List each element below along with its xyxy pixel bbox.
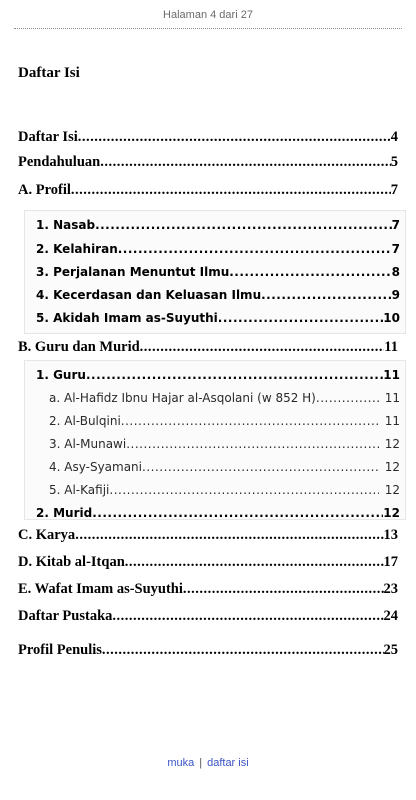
- toc-entry-page: 12: [384, 460, 400, 474]
- toc-entry[interactable]: [36, 242, 400, 256]
- toc-entry-label: 2. Murid: [36, 506, 93, 520]
- toc-leader-dots: [112, 608, 383, 625]
- toc-leader-dots: [75, 527, 383, 544]
- document-title: Daftar Isi: [18, 65, 80, 81]
- toc-leader-dots: [316, 391, 379, 405]
- footer-separator: |: [199, 757, 203, 769]
- toc-entry-page: 7: [390, 182, 398, 198]
- toc-entry[interactable]: [49, 483, 400, 497]
- toc-entry-page: 11: [384, 414, 400, 428]
- toc-leader-dots: [100, 154, 391, 171]
- toc-entry-page: 4: [390, 129, 398, 145]
- toc-leader-dots: [261, 288, 392, 302]
- toc-leader-dots: [140, 339, 385, 356]
- toc-entry-label: Daftar Pustaka: [18, 608, 113, 624]
- toc-entry-page: 9: [391, 288, 400, 302]
- toc-entry[interactable]: [36, 288, 400, 302]
- toc-entry[interactable]: [18, 642, 398, 659]
- toc-entry[interactable]: [36, 368, 400, 382]
- toc-entry-page: 7: [391, 218, 400, 232]
- toc-entry-label: E. Wafat Imam as-Suyuthi: [18, 581, 183, 597]
- toc-leader-dots: [125, 554, 384, 571]
- toc-entry-page: 7: [391, 242, 400, 256]
- toc-entry[interactable]: [49, 391, 400, 405]
- toc-entry-label: B. Guru dan Murid: [18, 339, 140, 355]
- toc-entry[interactable]: [18, 608, 398, 625]
- toc-leader-dots: [229, 265, 391, 279]
- toc-entry-label: 2. Kelahiran: [36, 242, 118, 256]
- toc-entry-label: 4. Asy-Syamani: [49, 460, 142, 474]
- toc-entry-label: Pendahuluan: [18, 154, 101, 170]
- toc-entry-label: A. Profil: [18, 182, 71, 198]
- toc-entry-label: Daftar Isi: [18, 129, 78, 145]
- toc-leader-dots: [126, 437, 379, 451]
- toc-entry[interactable]: [18, 339, 398, 356]
- toc-entry-page: 8: [391, 265, 400, 279]
- toc-leader-dots: [78, 129, 391, 146]
- header-divider: [14, 28, 402, 29]
- toc-entry[interactable]: [18, 554, 398, 571]
- toc-entry[interactable]: [18, 154, 398, 171]
- toc-entry-label: 4. Kecerdasan dan Keluasan Ilmu: [36, 288, 262, 302]
- toc-leader-dots: [142, 460, 379, 474]
- toc-leader-dots: [102, 642, 384, 659]
- toc-entry-page: 17: [383, 554, 398, 570]
- toc-entry[interactable]: [36, 265, 400, 279]
- toc-entry-label: Profil Penulis: [18, 642, 102, 658]
- toc-entry-label: 1. Nasab: [36, 218, 96, 232]
- toc-entry-page: 11: [384, 391, 400, 405]
- toc-leader-dots: [218, 311, 384, 325]
- toc-entry-page: 11: [383, 368, 400, 382]
- toc-leader-dots: [71, 182, 391, 199]
- toc-entry-label: D. Kitab al-Itqan: [18, 554, 125, 570]
- toc-leader-dots: [118, 242, 392, 256]
- toc-entry-label: 1. Guru: [36, 368, 86, 382]
- toc-leader-dots: [86, 368, 383, 382]
- toc-entry[interactable]: [18, 581, 398, 598]
- toc-entry-page: 13: [383, 527, 398, 543]
- footer-nav: [0, 757, 416, 769]
- toc-entry[interactable]: [49, 437, 400, 451]
- toc-entry-page: 24: [383, 608, 398, 624]
- toc-leader-dots: [92, 506, 383, 520]
- toc-entry-label: 3. Perjalanan Menuntut Ilmu: [36, 265, 230, 279]
- toc-entry-label: 2. Al-Bulqini: [49, 414, 121, 428]
- toc-entry-page: 5: [390, 154, 398, 170]
- toc-entry-label: C. Karya: [18, 527, 76, 543]
- toc-entry-page: 23: [383, 581, 398, 597]
- toc-entry-page: 10: [383, 311, 400, 325]
- toc-entry-label: 5. Akidah Imam as-Suyuthi: [36, 311, 218, 325]
- toc-entry[interactable]: [36, 218, 400, 232]
- toc-entry-page: 12: [384, 483, 400, 497]
- toc-entry[interactable]: [36, 506, 400, 520]
- page-header: Halaman 4 dari 27: [163, 9, 253, 21]
- toc-entry-page: 12: [383, 506, 400, 520]
- toc-leader-dots: [183, 581, 384, 598]
- toc-entry[interactable]: [49, 460, 400, 474]
- toc-link[interactable]: daftar isi: [207, 757, 249, 769]
- toc-entry-label: 5. Al-Kafiji: [49, 483, 110, 497]
- toc-entry-page: 25: [383, 642, 398, 658]
- toc-entry[interactable]: [36, 311, 400, 325]
- toc-entry[interactable]: [49, 414, 400, 428]
- toc-entry[interactable]: [18, 527, 398, 544]
- home-link[interactable]: muka: [167, 757, 195, 769]
- toc-entry[interactable]: [18, 182, 398, 199]
- toc-leader-dots: [95, 218, 392, 232]
- toc-entry-page: 12: [384, 437, 400, 451]
- toc-leader-dots: [121, 414, 379, 428]
- toc-entry-label: 3. Al-Munawi: [49, 437, 127, 451]
- toc-leader-dots: [109, 483, 378, 497]
- toc-entry-page: 11: [384, 339, 398, 355]
- toc-entry-label: a. Al-Hafidz Ibnu Hajar al-Asqolani (w 852 H): [49, 391, 316, 405]
- toc-entry[interactable]: [18, 129, 398, 146]
